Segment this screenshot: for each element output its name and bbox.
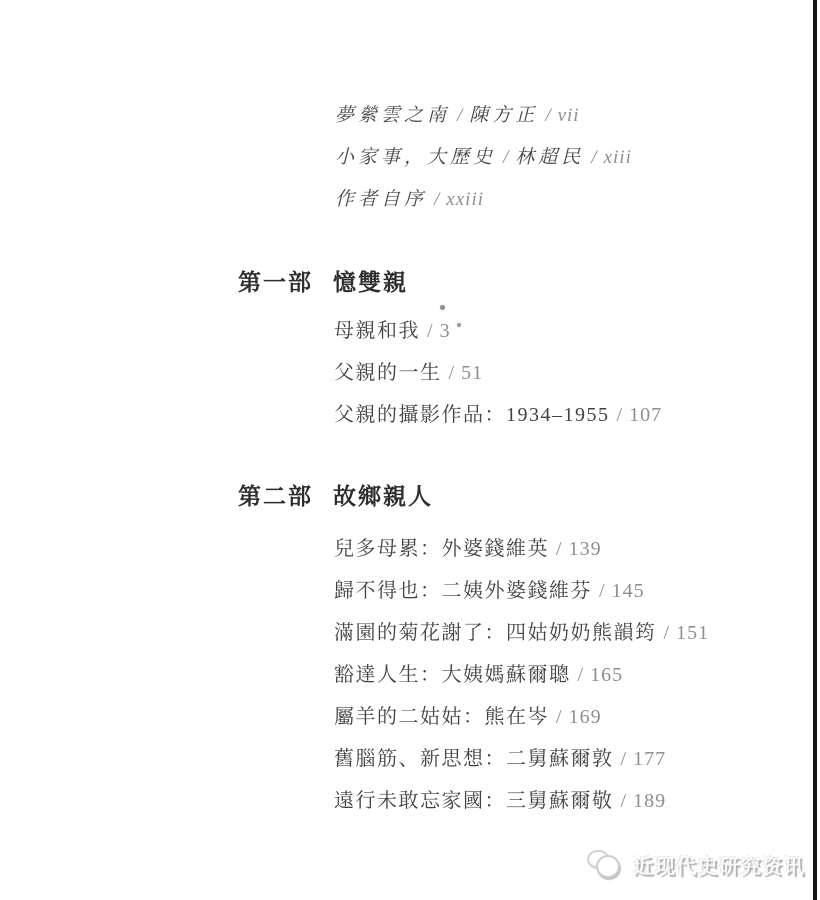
slash-separator: / [599,580,605,602]
toc-item-title: 父親的攝影作品：1934–1955 [334,404,610,426]
page-number: 145 [611,580,645,602]
toc-item-title: 舊腦筋、新思想：二舅蘇爾敦 [334,748,614,770]
page-edge-line [813,0,817,900]
watermark [586,846,805,882]
slash-separator: / [556,706,562,728]
toc-item [334,536,602,562]
part-label: 第二部 [238,484,313,509]
page-number: 3 [439,320,451,342]
page-number: 139 [568,538,602,560]
toc-item [334,578,645,604]
toc-item-title: 豁達人生：大姨媽蘇爾聰 [334,664,571,686]
slash-separator: / [620,790,627,812]
front-matter-title: 小家事，大歷史 [335,147,497,168]
slash-separator: / [434,189,440,210]
scan-speck [440,305,445,310]
watermark-text: 近现代史研究资讯 [633,855,805,878]
page-number: 169 [568,706,602,728]
page-number: 151 [676,622,710,644]
slash-separator: / [591,147,597,168]
front-matter-row [335,103,580,129]
page-number: 189 [633,790,667,812]
toc-item [334,704,602,730]
scan-speck [457,323,461,327]
toc-item-title: 父親的一生 [334,362,442,384]
slash-separator: / [545,105,551,126]
front-matter-title: 作者自序 [335,189,428,210]
toc-item [334,318,451,344]
chat-bubbles-icon [586,847,622,881]
part-title: 憶雙親 [333,270,408,295]
slash-separator: / [620,748,627,770]
slash-separator: / [616,404,623,426]
front-matter-row [335,187,484,213]
page-number: xxiii [446,189,484,210]
page-number: 165 [590,664,624,686]
front-matter-author: 林超民 [515,147,585,168]
toc-item [334,360,483,386]
slash-separator: / [448,362,455,384]
toc-item-title: 滿園的菊花謝了：四姑奶奶熊韻筠 [334,622,657,644]
toc-item-title: 歸不得也：二姨外婆錢維芬 [334,580,592,602]
part-label: 第一部 [238,270,313,295]
part-heading [238,483,433,511]
toc-item-title: 屬羊的二姑姑：熊在岑 [334,706,549,728]
slash-separator: / [556,538,562,560]
page-number: vii [557,105,580,126]
slash-separator: / [457,105,463,126]
front-matter-author: 陳方正 [469,105,539,126]
page-number: 51 [461,362,484,384]
toc-item-title: 兒多母累：外婆錢維英 [334,538,549,560]
toc-item [334,746,666,772]
front-matter-title: 夢縈雲之南 [335,105,451,126]
part-title: 故鄉親人 [333,484,433,509]
page-number: xiii [603,147,632,168]
toc-item [334,620,709,646]
toc-item [334,662,623,688]
slash-separator: / [427,320,433,342]
page-number: 107 [629,404,663,426]
slash-separator: / [663,622,670,644]
front-matter-row [335,145,632,171]
toc-item [334,402,662,428]
toc-item-title: 遠行未敢忘家國：三舅蘇爾敬 [334,790,614,812]
page-number: 177 [633,748,667,770]
slash-separator: / [577,664,584,686]
toc-item [334,788,666,814]
slash-separator: / [503,147,509,168]
toc-item-title: 母親和我 [334,320,420,342]
part-heading [238,269,408,297]
